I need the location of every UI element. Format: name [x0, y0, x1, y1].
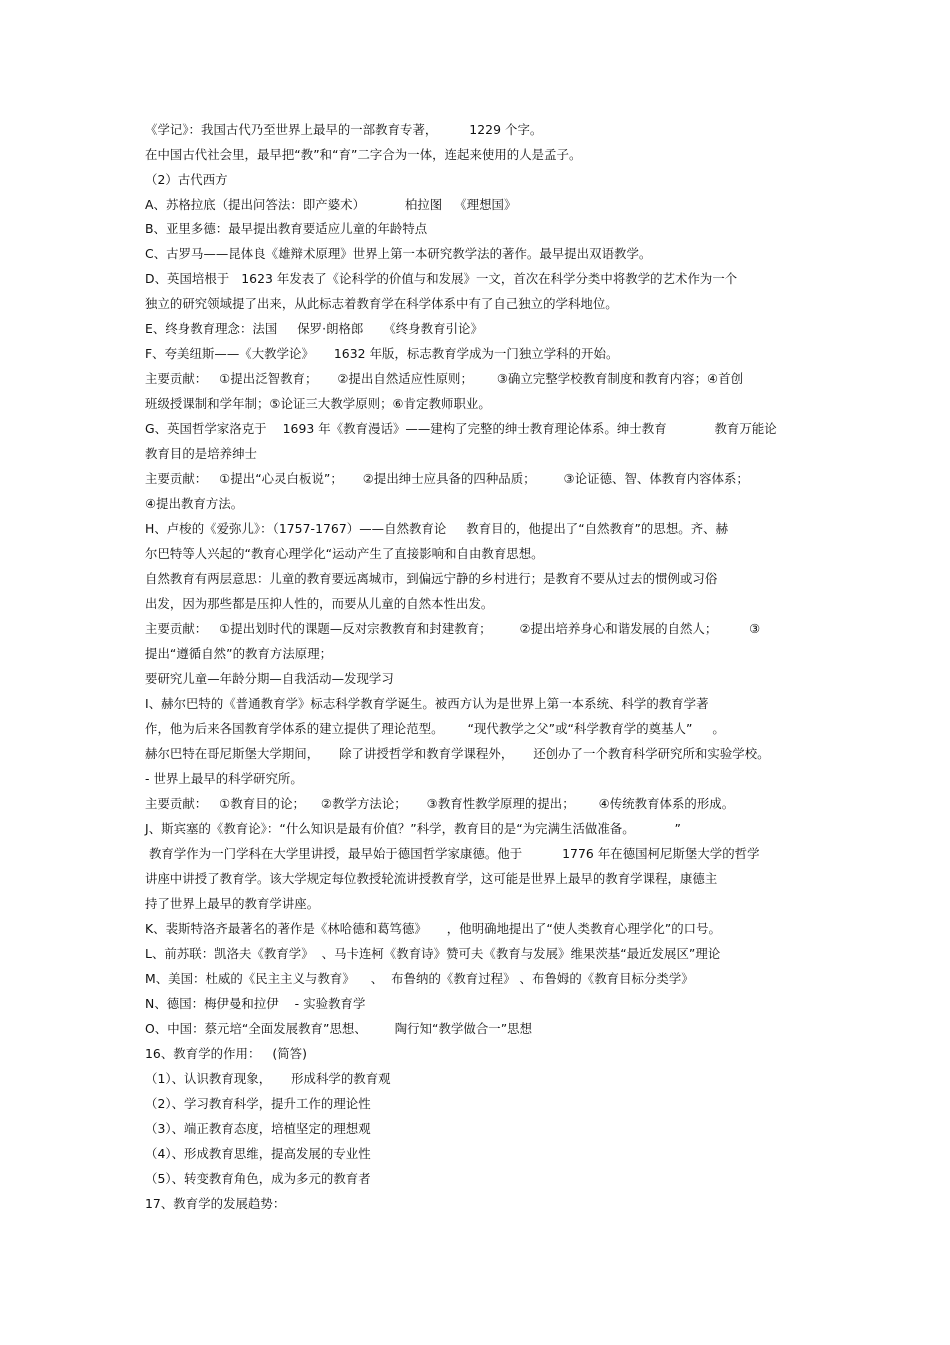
text-line: L、前苏联：凯洛夫《教育学》 、马卡连柯《教育诗》赞可夫《教育与发展》维果茨基“最近发展区”理论: [145, 946, 721, 961]
text-line: （4）、形成教育思维，提高发展的专业性: [145, 1146, 371, 1161]
text-line: （2）、学习教育科学，提升工作的理论性: [145, 1096, 371, 1111]
text-line: O、中国：蔡元培“全面发展教育”思想、 陶行知“教学做合一”思想: [145, 1021, 533, 1036]
text-line: K、裴斯特洛齐最著名的著作是《林哈德和葛笃德》 ，他明确地提出了“使人类教育心理学化”的口号。: [145, 921, 722, 936]
text-line: 要研究儿童—年龄分期—自我活动—发现学习: [145, 671, 394, 686]
text-line: 赫尔巴特在哥尼斯堡大学期间， 除了讲授哲学和教育学课程外， 还创办了一个教育科学研究所和实验学校。: [145, 746, 770, 761]
text-line: 17、教育学的发展趋势：: [145, 1196, 286, 1211]
text-line: J、斯宾塞的《教育论》：“什么知识是最有价值？”科学，教育目的是“为完满生活做准备。 ”: [145, 821, 682, 836]
text-line: （5）、转变教育角色，成为多元的教育者: [145, 1171, 371, 1186]
text-line: 在中国古代社会里，最早把“教”和“育”二字合为一体，连起来使用的人是孟子。: [145, 147, 582, 162]
text-line: 提出“遵循自然”的教育方法原理；: [145, 646, 333, 661]
text-line: 独立的研究领域提了出来，从此标志着教育学在科学体系中有了自己独立的学科地位。: [145, 296, 618, 311]
text-line: 主要贡献： ①提出划时代的课题—反对宗教教育和封建教育； ②提出培养身心和谐发展的自然人； ③: [145, 621, 761, 636]
text-line: 尔巴特等人兴起的“教育心理学化“运动产生了直接影响和自由教育思想。: [145, 546, 544, 561]
text-line: 讲座中讲授了教育学。该大学规定每位教授轮流讲授教育学，这可能是世界上最早的教育学课程，康德主: [145, 871, 718, 886]
text-line: 教育学作为一门学科在大学里讲授，最早始于德国哲学家康德。他于 1776 年在德国柯尼斯堡大学的哲学: [145, 846, 760, 861]
text-line: A、苏格拉底（提出问答法：即产婆术） 柏拉图 《理想国》: [145, 197, 517, 212]
text-line: 作，他为后来各国教育学体系的建立提供了理论范型。 “现代教学之父”或“科学教育学的奠基人” 。: [145, 721, 725, 736]
text-line: N、德国：梅伊曼和拉伊 - 实验教育学: [145, 996, 366, 1011]
text-line: I、赫尔巴特的《普通教育学》标志科学教育学诞生。被西方认为是世界上第一本系统、科学的教育学著: [145, 696, 709, 711]
text-line: 持了世界上最早的教育学讲座。: [145, 896, 320, 911]
text-line: - 世界上最早的科学研究所。: [145, 771, 303, 786]
text-line: 教育目的是培养绅士: [145, 446, 257, 461]
text-line: （3）、端正教育态度，培植坚定的理想观: [145, 1121, 371, 1136]
text-line: B、亚里多德：最早提出教育要适应儿童的年龄特点: [145, 221, 428, 236]
text-line: （2）古代西方: [145, 172, 228, 187]
text-line: M、美国：杜威的《民主主义与教育》 、 布鲁纳的《教育过程》 、布鲁姆的《教育目标分类学》: [145, 971, 694, 986]
text-line: 自然教育有两层意思：儿童的教育要远离城市，到偏远宁静的乡村进行；是教育不要从过去的惯例或习俗: [145, 571, 718, 586]
text-line: D、英国培根于 1623 年发表了《论科学的价值与和发展》一文，首次在科学分类中将教学的艺术作为一个: [145, 271, 738, 286]
text-line: 主要贡献： ①教育目的论； ②教学方法论； ③教育性教学原理的提出； ④传统教育体系的形成。: [145, 796, 735, 811]
text-line: ④提出教育方法。: [145, 496, 244, 511]
text-line: （1）、认识教育现象， 形成科学的教育观: [145, 1071, 391, 1086]
text-line: 《学记》：我国古代乃至世界上最早的一部教育专著， 1229 个字。: [145, 122, 543, 137]
text-line: 主要贡献： ①提出“心灵白板说”； ②提出绅士应具备的四种品质； ③论证德、智、体教育内容体系；: [145, 471, 749, 486]
text-line: C、古罗马——昆体良《雄辩术原理》世界上第一本研究教学法的著作。最早提出双语教学。: [145, 246, 652, 261]
text-line: 班级授课制和学年制；⑤论证三大教学原则；⑥肯定教师职业。: [145, 396, 491, 411]
text-line: 出发，因为那些都是压抑人性的，而要从儿童的自然本性出发。: [145, 596, 494, 611]
text-line: 主要贡献： ①提出泛智教育； ②提出自然适应性原则； ③确立完整学校教育制度和教育内容；④首创: [145, 371, 744, 386]
text-line: E、终身教育理念：法国 保罗·朗格郎 《终身教育引论》: [145, 321, 483, 336]
text-line: H、卢梭的《爱弥儿》：（1757-1767）——自然教育论 教育目的，他提出了“自然教育”的思想。齐、赫: [145, 521, 729, 536]
text-line: F、夸美纽斯——《大教学论》 1632 年版，标志教育学成为一门独立学科的开始。: [145, 346, 619, 361]
text-line: G、英国哲学家洛克于 1693 年《教育漫话》——建构了完整的绅士教育理论体系。绅士教育 教育万能论: [145, 421, 777, 436]
text-line: 16、教育学的作用： (简答): [145, 1046, 308, 1061]
